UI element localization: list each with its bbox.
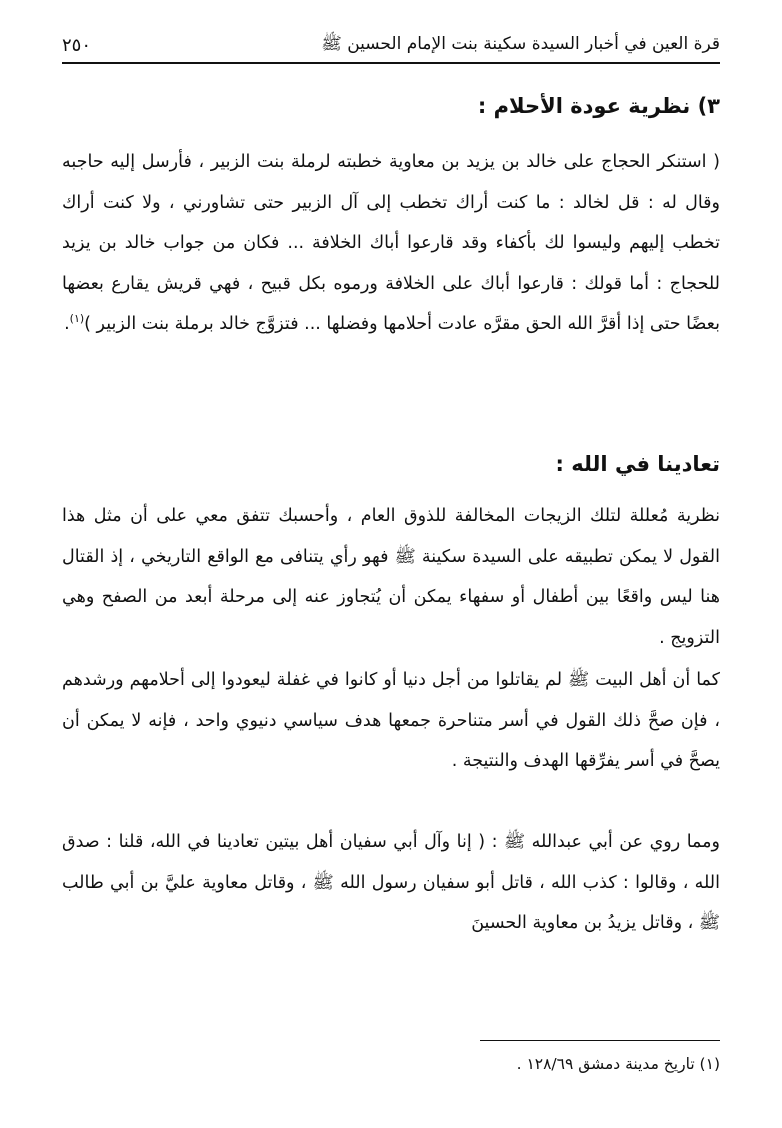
paragraph-text: ( استنكر الحجاج على خالد بن يزيد بن معاوية خطبته لرملة بنت الزبير ، فأرسل إليه حاجبه وقال له : قل لخالد : ما كنت أراك تخطب إلى آل الزبير حتى تشاورني ، ولا كنت أراك تخطب إليهم وليسوا لك بأكفاء وقد قارعوا أباك الخلافة ... فكان من جواب خالد بن يزيد للحجاج : أما قولك : قارعوا أباك على الخلافة ورموه بكل قبيح ، فهي قريش يقارع بعضها بعضًا حتى إذا أقرَّ الله الحق مقرَّه عادت أحلامها وفضلها ... فتزوَّج خالد برملة بنت الزبير ) xyxy=(62,152,720,334)
section-heading-dream-return: ٣) نظرية عودة الأحلام : xyxy=(477,94,720,118)
page-number: ٢٥٠ xyxy=(62,34,92,56)
footnote-marker: (١) xyxy=(69,312,85,326)
footnote-divider xyxy=(480,1040,720,1041)
running-header xyxy=(62,28,720,64)
paragraph-narration: ومما روي عن أبي عبدالله ﷺ : ( إنا وآل أبي سفيان أهل بيتين تعادينا في الله، قلنا : صدق الله ، وقالوا : كذب الله ، قاتل أبو سفيان رسول الله ﷺ ، وقاتل معاوية عليَّ بن أبي طالب ﷺ ، وقاتل يزيدُ بن معاوية الحسينَ xyxy=(62,832,720,933)
section-heading-enmity-in-god: تعادينا في الله : xyxy=(555,452,720,476)
paragraph-ahl-al-bayt: كما أن أهل البيت ﷺ لم يقاتلوا من أجل دنيا أو كانوا في غفلة ليعودوا إلى أحلامهم ورشدهم ، فإن صحَّ ذلك القول في أسر متناحرة جمعها هدف سياسي دنيوي واحد ، فإنه لا يمكن أن يصحَّ في أسر يفرِّقها الهدف والنتيجة . xyxy=(62,670,720,771)
paragraph-hajjaj-story xyxy=(62,142,720,345)
paragraph-end: . xyxy=(64,314,70,334)
header-title: قرة العين في أخبار السيدة سكينة بنت الإمام الحسين ﷺ xyxy=(321,33,720,54)
footnote: (١) تاريخ مدينة دمشق ١٢٨/٦٩ . xyxy=(516,1055,720,1073)
paragraph-theory: نظرية مُعللة لتلك الزيجات المخالفة للذوق العام ، وأحسبك تتفق معي على أن مثل هذا القول لا يمكن تطبيقه على السيدة سكينة ﷺ فهو رأي يتنافى مع الواقع التاريخي ، إذ القتال هنا ليس واقعًا بين أطفال أو سفهاء يمكن أن يُتجاوز عنه إلى مرحلة أبعد من الصفح وهي التزويج . xyxy=(62,506,720,648)
